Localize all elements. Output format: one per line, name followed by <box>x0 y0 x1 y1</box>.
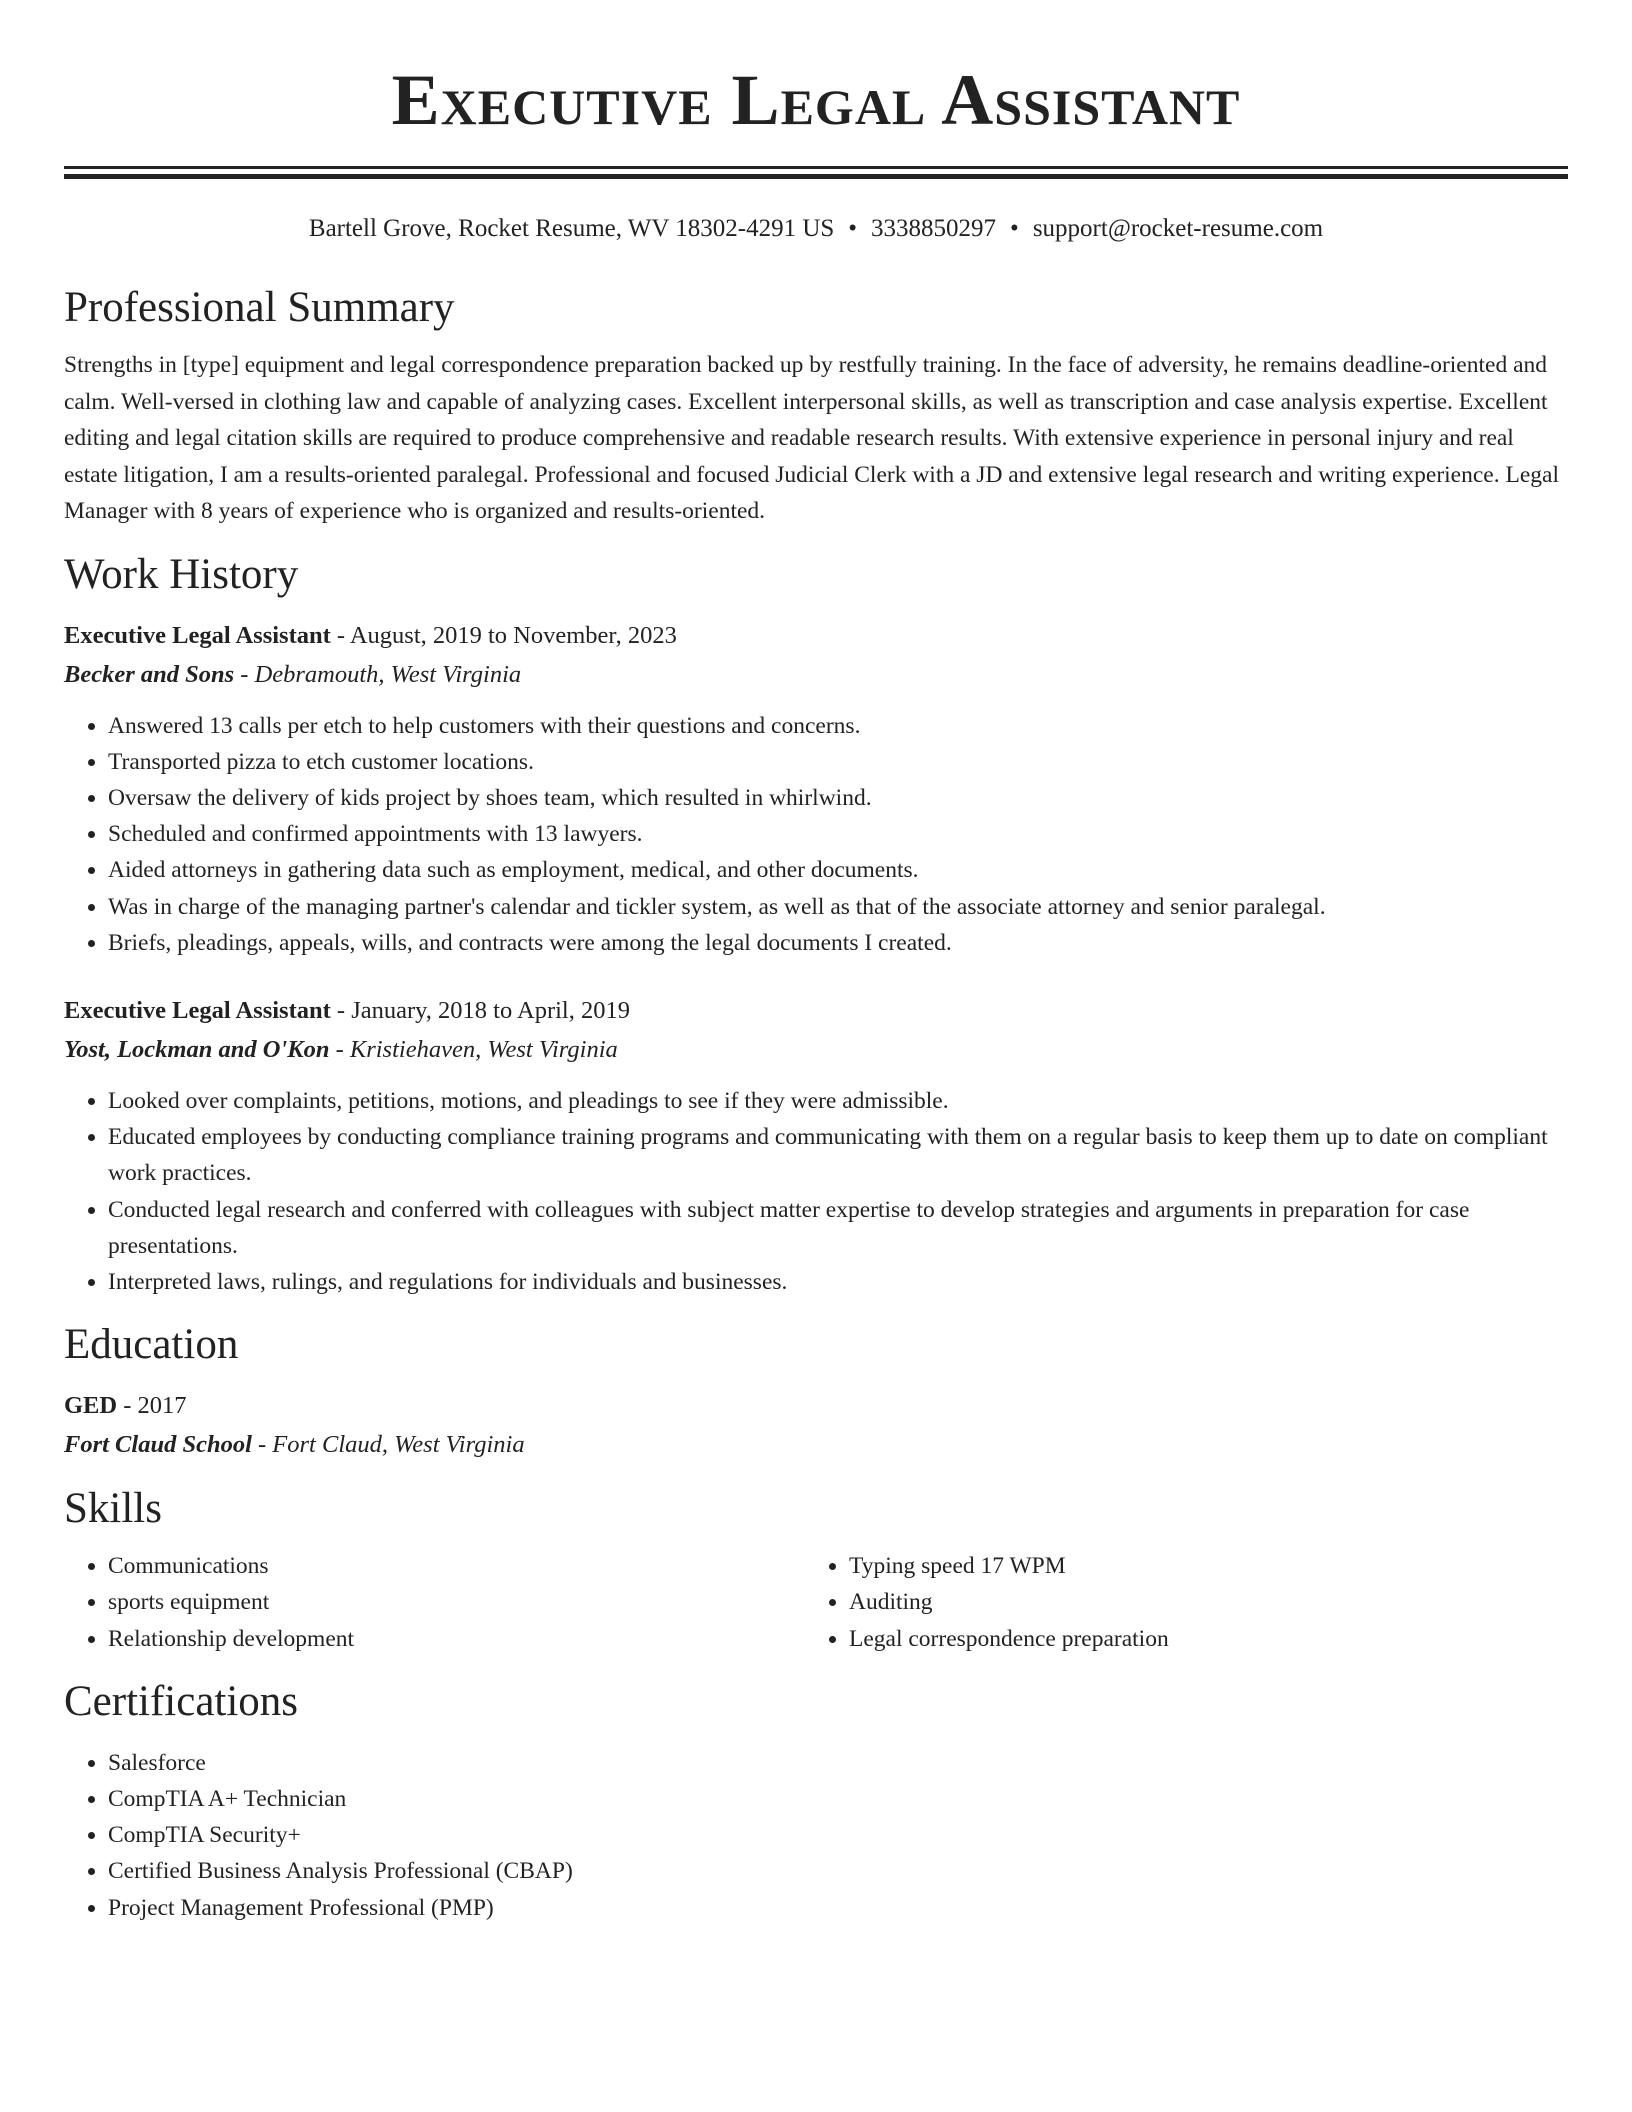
job-company: Becker and Sons <box>64 660 235 688</box>
job-company: Yost, Lockman and O'Kon <box>64 1035 330 1063</box>
job-location: - Kristiehaven, West Virginia <box>329 1035 618 1063</box>
skill-item: • Typing speed 17 WPM <box>849 1548 1546 1584</box>
list-item: • Answered 13 calls per etch to help customers with their questions and concerns. <box>108 708 1568 744</box>
skills-list <box>64 1548 1568 1657</box>
list-item: • Briefs, pleadings, appeals, wills, and contracts were among the legal documents I created. <box>108 925 1568 961</box>
skill-item: • Auditing <box>849 1584 1546 1620</box>
certification-item: • CompTIA Security+ <box>108 1817 1568 1853</box>
skill-item: • sports equipment <box>108 1584 805 1620</box>
contact-email: support@rocket-resume.com <box>1032 215 1324 242</box>
summary-text: Strengths in [type] equipment and legal correspondence preparation backed up by restfully training. In the face of adversity, he remains deadline-oriented and calm. Well-versed in clothing law and capable of analyzing cases. Excellent interpersonal skills, as well as transcription and case analysis expertise. Excellent editing and legal citation skills are required to produce comprehensive and readable research results. With extensive experience in personal injury and real estate litigation, I am a results-oriented paralegal. Professional and focused Judicial Clerk with a JD and extensive legal research and writing experience. Legal Manager with 8 years of experience who is organized and results-oriented. <box>64 352 1559 524</box>
skills-column-left <box>64 1548 805 1657</box>
skill-item: • Legal correspondence preparation <box>849 1621 1546 1657</box>
job-title-line <box>64 616 1568 655</box>
list-item: • Transported pizza to etch customer locations. <box>108 744 1568 780</box>
list-item: • Looked over complaints, petitions, motions, and pleadings to see if they were admissible. <box>108 1083 1568 1119</box>
job-title: Executive Legal Assistant <box>64 996 331 1024</box>
job-dates: - August, 2019 to November, 2023 <box>330 621 677 649</box>
education-degree: GED <box>64 1392 118 1420</box>
certification-item: • Project Management Professional (PMP) <box>108 1890 1568 1926</box>
job-entry <box>64 991 1568 1300</box>
contact-separator: • <box>1010 215 1019 242</box>
section-heading-education: Education <box>64 1321 239 1369</box>
job-location: - Debramouth, West Virginia <box>234 660 522 688</box>
contact-address: Bartell Grove, Rocket Resume, WV 18302-4291 US <box>308 215 835 242</box>
list-item: • Educated employees by conducting compliance training programs and communicating with them on a regular basis to keep them up to date on compliant work practices. <box>108 1119 1568 1191</box>
skill-item: • Relationship development <box>108 1621 805 1657</box>
skill-item: • Communications <box>108 1548 805 1584</box>
contact-line <box>64 213 1568 245</box>
resume-title: Executive Legal Assistant <box>391 60 1241 140</box>
section-heading-summary: Professional Summary <box>64 284 455 331</box>
certifications-list <box>64 1745 1568 1926</box>
skills-column-right <box>805 1548 1546 1657</box>
education-location: - Fort Claud, West Virginia <box>251 1431 525 1459</box>
list-item: • Interpreted laws, rulings, and regulations for individuals and businesses. <box>108 1264 1568 1300</box>
certification-item: • Certified Business Analysis Professional (CBAP) <box>108 1853 1568 1889</box>
job-dates: - January, 2018 to April, 2019 <box>330 996 630 1024</box>
education-school-line <box>64 1425 1568 1464</box>
job-title: Executive Legal Assistant <box>64 621 331 649</box>
certification-item: • Salesforce <box>108 1745 1568 1781</box>
certification-item: • CompTIA A+ Technician <box>108 1781 1568 1817</box>
section-heading-skills: Skills <box>64 1485 162 1533</box>
contact-separator: • <box>848 215 858 242</box>
section-heading-work-history: Work History <box>64 550 299 598</box>
job-title-line <box>64 991 1568 1030</box>
list-item: • Conducted legal research and conferred with colleagues with subject matter expertise to develop strategies and arguments in preparation for case presentations. <box>108 1192 1568 1264</box>
title-rule-bottom <box>64 174 1568 179</box>
education-year: - 2017 <box>117 1392 187 1420</box>
title-rule-top <box>64 166 1568 169</box>
list-item: • Scheduled and confirmed appointments with 13 lawyers. <box>108 816 1568 852</box>
section-heading-certifications: Certifications <box>64 1677 299 1725</box>
education-school: Fort Claud School <box>64 1431 252 1459</box>
job-bullets <box>64 708 1568 961</box>
list-item: • Was in charge of the managing partner's calendar and tickler system, as well as that of the associate attorney and senior paralegal. <box>108 889 1568 925</box>
education-entry <box>64 1386 1568 1464</box>
list-item: • Aided attorneys in gathering data such as employment, medical, and other documents. <box>108 852 1568 888</box>
education-degree-line <box>64 1386 1568 1425</box>
job-company-line <box>64 1030 1568 1069</box>
list-item: • Oversaw the delivery of kids project by shoes team, which resulted in whirlwind. <box>108 780 1568 816</box>
contact-phone: 3338850297 <box>871 215 997 242</box>
job-bullets <box>64 1083 1568 1300</box>
job-entry <box>64 616 1568 961</box>
job-company-line <box>64 655 1568 694</box>
